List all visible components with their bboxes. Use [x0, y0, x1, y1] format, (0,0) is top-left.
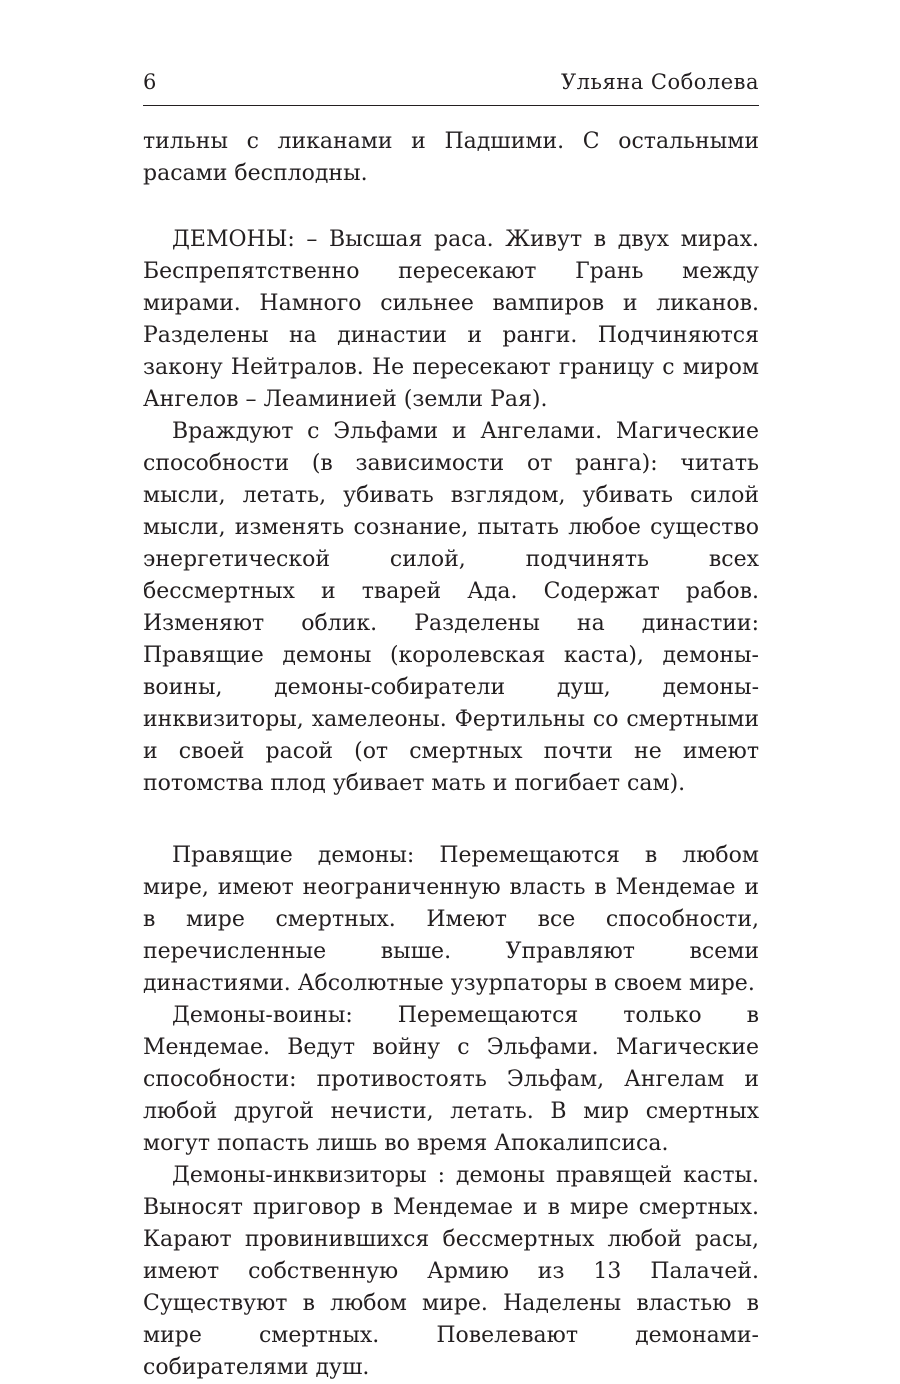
paragraph-ruling-demons: Правящие демоны: Перемещаются в любом мире, имеют неограниченную власть в Мендемае и в мире смертных. Имеют все способности, перечисленные выше. Управляют всеми династиями. Абсолютные узурпаторы в своем мире.	[143, 843, 759, 996]
paragraph-inquisitor-demons: Демоны-инквизиторы : демоны правящей касты. Выносят приговор в Мендемае и в мире смертных. Карают провинившихся бессмертных любой расы, имеют собственную Армию из 13 Палачей. Существуют в любом мире. Наделены властью в мире смертных. Повелевают демонами-собирателями душ.	[143, 1163, 759, 1380]
paragraph-warrior-demons: Демоны-воины: Перемещаются только в Мендемае. Ведут войну с Эльфами. Магические способности: противостоять Эльфам, Ангелам и любой другой нечисти, летать. В мир смертных могут попасть лишь во время Апокалипсиса.	[143, 1003, 759, 1156]
paragraph-demons-abilities: Враждуют с Эльфами и Ангелами. Магические способности (в зависимости от ранга): читать мысли, летать, убивать взглядом, убивать силой мысли, изменять сознание, пытать любое существо энергетической силой, подчинять всех бессмертных и тварей Ада. Содержат рабов. Изменяют облик. Разделены на династии: Правящие демоны (королевская каста), демоны-воины, демоны-собиратели душ, демоны-инквизиторы, хамелеоны. Фертильны со смертными и своей расой (от смертных почти не имеют потомства плод убивает мать и погибает сам).	[143, 419, 759, 796]
page-number: 6	[143, 70, 157, 94]
running-title: Ульяна Соболева	[561, 70, 759, 94]
page-header	[143, 68, 759, 100]
header-divider	[143, 105, 759, 106]
paragraph-demons-intro: ДЕМОНЫ: – Высшая раса. Живут в двух мирах. Беспрепятственно пересекают Грань между мирами. Намного сильнее вампиров и ликанов. Разделены на династии и ранги. Подчиняются закону Нейтралов. Не пересекают границу с миром Ангелов – Леаминией (земли Рая).	[143, 227, 759, 412]
paragraph-continuation: тильны с ликанами и Падшими. С остальными расами бесплодны.	[143, 129, 759, 186]
body-text	[143, 126, 759, 1384]
